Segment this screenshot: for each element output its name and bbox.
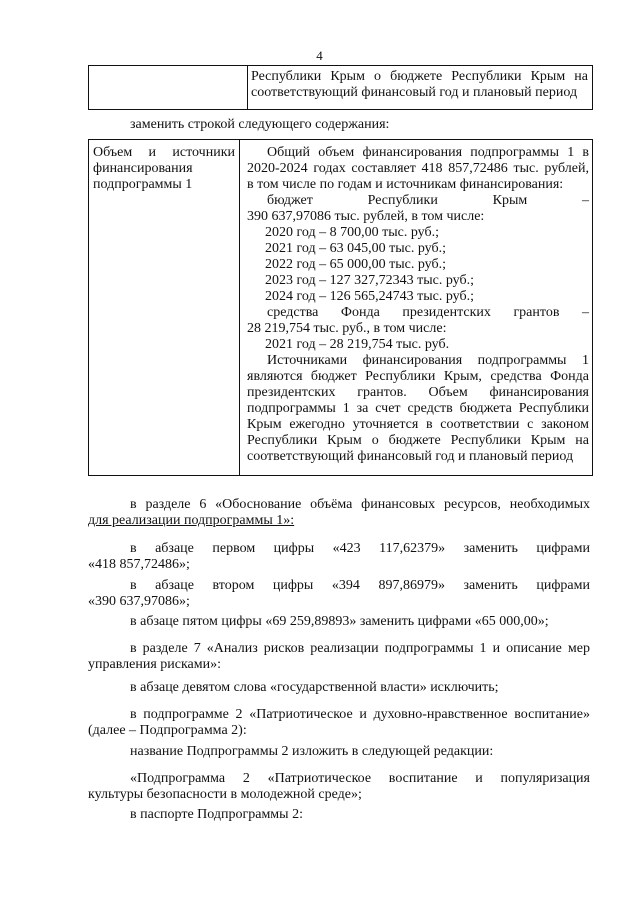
paragraph-line: в разделе 6 «Обоснование объёма финансовых ресурсов, необходимых (130, 497, 590, 512)
content-line: Республики Крым о бюджете Республики Крым на (247, 433, 589, 448)
paragraph-section-7 (88, 641, 590, 673)
paragraph-line: (далее – Подпрограмма 2): (88, 723, 247, 738)
content-line: 28 219,754 тыс. руб., в том числе: (247, 321, 447, 336)
paragraph-line: в абзаце девятом слова «государственной власти» исключить; (130, 680, 499, 695)
paragraph-line: в подпрограмме 2 «Патриотическое и духовно-нравственное воспитание» (130, 707, 590, 722)
content-line: 2020-2024 годах составляет 418 857,72486 тыс. рублей, (247, 161, 589, 176)
paragraph-line: в разделе 7 «Анализ рисков реализации подпрограммы 1 и описание мер (130, 641, 590, 656)
paragraph-line: в абзаце втором цифры «394 897,86979» заменить цифрами (130, 578, 590, 593)
paragraph-section-6 (88, 497, 590, 529)
paragraph-line: управления рисками»: (88, 657, 222, 672)
paragraph-second-abzac (88, 578, 590, 610)
paragraph-ninth-abzac (88, 680, 590, 696)
replace-instruction: заменить строкой следующего содержания: (130, 117, 390, 132)
paragraph-line: культуры безопасности в молодежной среде»; (88, 787, 362, 802)
paragraph-line: в паспорте Подпрограммы 2: (130, 807, 303, 822)
content-line: 2022 год – 65 000,00 тыс. руб.; (265, 257, 446, 272)
content-line: президентских грантов. Объем финансирования (247, 385, 589, 400)
content-line: 390 637,97086 тыс. рублей, в том числе: (247, 209, 485, 224)
paragraph-new-title (88, 771, 590, 803)
continuation-table-left-cell (89, 66, 248, 109)
content-line: 2024 год – 126 565,24743 тыс. руб.; (265, 289, 474, 304)
page-number: 4 (316, 48, 323, 63)
label-line: Объем и источники (93, 145, 235, 160)
label-line: подпрограммы 1 (93, 177, 193, 192)
content-line: 2021 год – 28 219,754 тыс. руб. (265, 337, 450, 352)
financing-table (88, 139, 593, 476)
content-line: являются бюджет Республики Крым, средства Фонда (247, 369, 589, 384)
paragraph-rename (88, 744, 590, 760)
content-line: 2020 год – 8 700,00 тыс. руб.; (265, 225, 439, 240)
paragraph-line: в абзаце первом цифры «423 117,62379» заменить цифрами (130, 541, 590, 556)
content-line: Общий объем финансирования подпрограммы 1 в (267, 145, 589, 160)
paragraph-first-abzac (88, 541, 590, 573)
table-text-line: Республики Крым о бюджете Республики Крым на (251, 69, 588, 84)
label-line: финансирования (93, 161, 193, 176)
content-line: средства Фонда президентских грантов – (267, 305, 589, 320)
paragraph-line: в абзаце пятом цифры «69 259,89893» заменить цифрами «65 000,00»; (130, 614, 549, 629)
paragraph-line: «Подпрограмма 2 «Патриотическое воспитание и популяризация (130, 771, 590, 786)
content-line: 2023 год – 127 327,72343 тыс. руб.; (265, 273, 474, 288)
content-line: соответствующий финансовый год и плановый период (247, 449, 574, 464)
continuation-table (88, 65, 593, 110)
paragraph-line: для реализации подпрограммы 1»: (88, 513, 295, 528)
financing-label-cell (89, 140, 240, 475)
content-line: подпрограммы 1 за счет средств бюджета Республики (247, 401, 589, 416)
paragraph-line: «418 857,72486»; (88, 557, 190, 572)
content-line: 2021 год – 63 045,00 тыс. руб.; (265, 241, 446, 256)
paragraph-line: название Подпрограммы 2 изложить в следующей редакции: (130, 744, 494, 759)
table-text-line: соответствующий финансовый год и плановый период (251, 85, 578, 100)
content-line: в том числе по годам и источникам финансирования: (247, 177, 564, 192)
content-line: бюджет Республики Крым – (267, 193, 589, 208)
paragraph-line: «390 637,97086»; (88, 594, 190, 609)
content-line: Источниками финансирования подпрограммы 1 (267, 353, 589, 368)
paragraph-subprogram-2 (88, 707, 590, 739)
continuation-table-right-cell (251, 69, 588, 101)
paragraph-fifth-abzac (88, 614, 590, 630)
content-line: Крым ежегодно уточняется в соответствии с законом (247, 417, 589, 432)
paragraph-passport (88, 807, 590, 823)
financing-content-cell (247, 145, 589, 465)
